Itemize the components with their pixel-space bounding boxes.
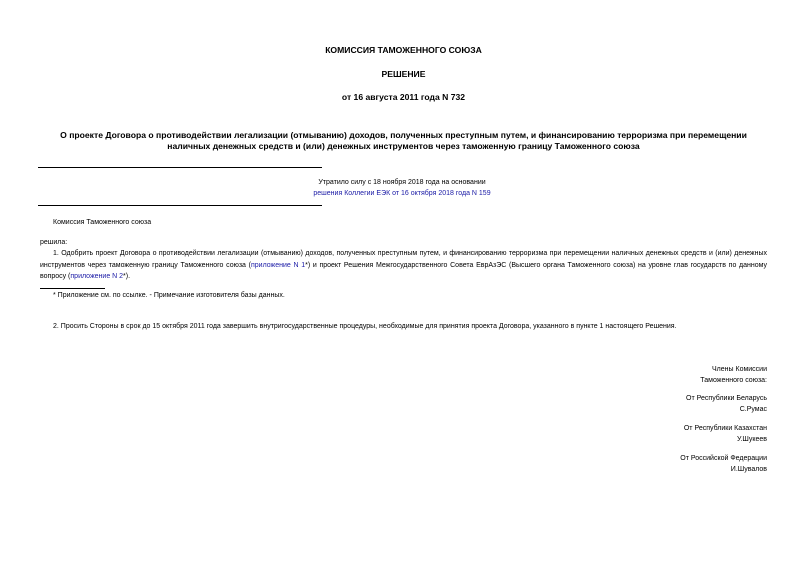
lapse-notice-link[interactable]: решения Коллегии ЕЭК от 16 октября 2018 года N 159	[313, 190, 491, 197]
commission-label: Комиссия Таможенного союза	[53, 219, 152, 226]
signatures-heading	[700, 364, 767, 386]
footnote: * Приложение см. по ссылке. - Примечание изготовителя базы данных.	[53, 292, 285, 299]
divider-top	[38, 167, 322, 168]
lapse-notice-text: Утратило силу с 18 ноября 2018 года на основании	[318, 179, 486, 186]
lapse-notice	[260, 177, 544, 199]
paragraph-2: 2. Просить Стороны в срок до 15 октября 2011 года завершить внутригосударственные процедуры, необходимые для принятия проекта Договора, указанного в пункте 1 настоящего Решения.	[53, 323, 677, 330]
document-heading: О проекте Договора о противодействии легализации (отмыванию) доходов, полученных преступным путем, и финансированию терроризма при перемещении наличных денежных средств и (или) денежных инструментов через таможенную границу Таможенного союза	[60, 130, 747, 151]
resolved-label: решила:	[40, 239, 68, 246]
document-type: РЕШЕНИЕ	[381, 69, 426, 79]
signature-name: У.Шукеев	[736, 436, 767, 443]
signature-block	[684, 423, 767, 445]
organization-title: КОМИССИЯ ТАМОЖЕННОГО СОЮЗА	[325, 45, 482, 55]
appendix-2-link[interactable]: приложение N 2	[70, 273, 124, 280]
paragraph-1-text-b: *) и проект Решения Межгосударственного Совета ЕврАзЭС (Высшего органа Таможенного союза) на уровне глав государств по данному вопросу (	[40, 261, 768, 280]
signature-block	[680, 453, 767, 475]
signatures-title-line2: Таможенного союза:	[700, 377, 767, 384]
appendix-1-link[interactable]: приложение N 1	[250, 261, 306, 269]
paragraph-1	[40, 248, 767, 283]
paragraph-1-text-a: 1. Одобрить проект Договора о противодействии легализации (отмыванию) доходов, полученных преступным путем, и финансированию терроризма при перемещении наличных денежных средств и (или) денежных инструментов через таможенную границу Таможенного союза (	[40, 250, 767, 269]
signature-country: От Республики Беларусь	[686, 395, 767, 402]
signature-name: И.Шувалов	[730, 466, 767, 473]
signature-block	[686, 393, 767, 415]
signature-country: От Республики Казахстан	[683, 425, 767, 432]
signatures-title-line1: Члены Комиссии	[712, 366, 767, 373]
divider-bottom	[38, 205, 322, 206]
signature-country: От Российской Федерации	[680, 455, 767, 462]
document-date-number: от 16 августа 2011 года N 732	[341, 92, 466, 102]
footnote-divider	[40, 288, 105, 289]
paragraph-1-text-c: *).	[123, 273, 131, 280]
signature-name: С.Румас	[739, 406, 767, 413]
